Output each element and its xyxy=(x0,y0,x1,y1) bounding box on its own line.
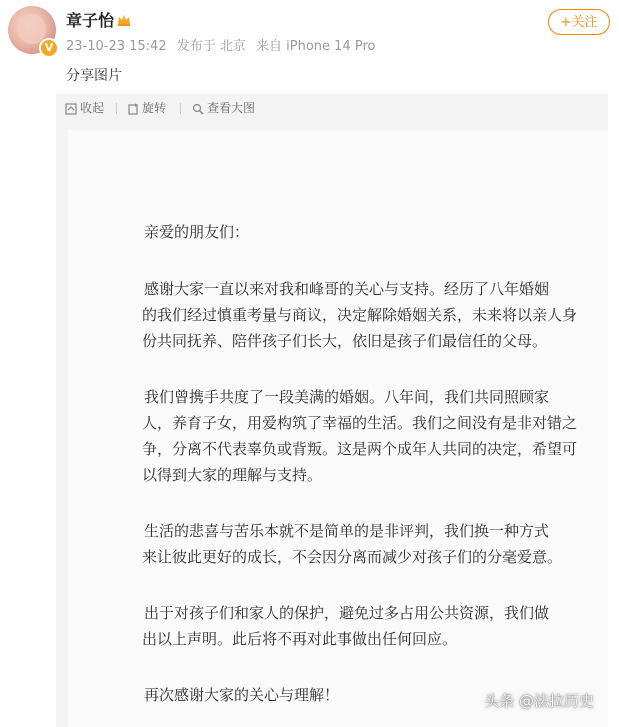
letter-greeting: 亲爱的朋友们： xyxy=(144,223,250,241)
letter-line: 的我们经过慎重考量与商议，决定解除婚姻关系，未来将以亲人身 xyxy=(142,306,578,324)
letter-line: 以得到大家的理解与支持。 xyxy=(142,466,323,484)
follow-button[interactable]: +关注 xyxy=(548,9,610,35)
letter-line: 出于对孩子们和家人的保护，避免过多占用公共资源，我们做 xyxy=(144,604,550,622)
letter-line: 感谢大家一直以来对我和峰哥的关心与支持。经历了八年婚姻 xyxy=(144,280,550,298)
image-panel xyxy=(56,94,608,727)
rotate-icon xyxy=(127,103,139,115)
post-text: 分享图片 xyxy=(66,68,122,84)
collapse-icon xyxy=(65,103,77,115)
letter-line: 人，养育子女，用爱构筑了幸福的生活。我们之间没有是非对错之 xyxy=(142,414,578,432)
view-large-button[interactable] xyxy=(192,100,255,116)
post-header xyxy=(0,0,619,62)
toolbar-divider xyxy=(116,103,117,114)
author-name[interactable]: 章子怡 xyxy=(66,11,115,30)
letter-line: 再次感谢大家的关心与理解！ xyxy=(144,686,340,704)
letter-line: 来让彼此更好的成长，不会因分离而减少对孩子们的分毫爱意。 xyxy=(142,548,563,566)
image-toolbar xyxy=(56,94,608,122)
collapse-button[interactable] xyxy=(65,100,104,116)
verified-badge-icon: V xyxy=(39,38,59,58)
letter-line: 份共同抚养、陪伴孩子们长大，依旧是孩子们最信任的父母。 xyxy=(142,332,548,350)
post-meta xyxy=(66,38,381,56)
watermark-text: 头条 @法拉历史 xyxy=(484,692,594,710)
post-timestamp: 23-10-23 15:42 xyxy=(66,39,167,54)
letter-line: 我们曾携手共度了一段美满的婚姻。八年间，我们共同照顾家 xyxy=(144,388,550,406)
post-location: 发布于 北京 xyxy=(176,39,246,54)
crown-icon xyxy=(117,13,131,27)
post-device: 来自 iPhone 14 Pro xyxy=(256,39,376,54)
letter-image[interactable] xyxy=(68,130,608,727)
toolbar-divider xyxy=(180,103,181,114)
letter-line: 生活的悲喜与苦乐本就不是简单的是非评判，我们换一种方式 xyxy=(144,522,550,540)
letter-line: 争，分离不代表辜负或背叛。这是两个成年人共同的决定，希望可 xyxy=(142,440,578,458)
view-large-label: 查看大图 xyxy=(207,101,256,115)
collapse-label: 收起 xyxy=(80,101,105,115)
rotate-button[interactable] xyxy=(127,100,166,116)
letter-line: 出以上声明。此后将不再对此事做出任何回应。 xyxy=(142,630,458,648)
magnify-icon xyxy=(192,103,204,115)
rotate-label: 旋转 xyxy=(142,101,167,115)
